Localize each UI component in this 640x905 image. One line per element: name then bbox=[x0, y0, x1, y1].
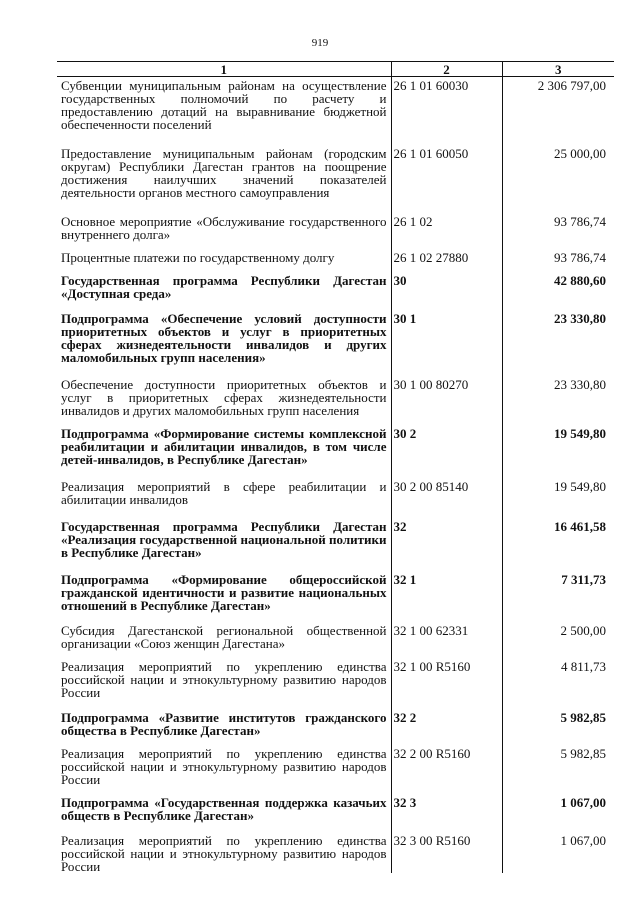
row-code: 32 3 00 R5160 bbox=[391, 822, 502, 873]
table-row bbox=[57, 199, 614, 241]
row-code: 26 1 01 60030 bbox=[391, 77, 502, 132]
row-code: 32 2 bbox=[391, 699, 502, 737]
row-amount: 42 880,60 bbox=[502, 264, 614, 300]
row-amount: 2 500,00 bbox=[502, 612, 614, 650]
row-code: 32 2 00 R5160 bbox=[391, 737, 502, 786]
table-row bbox=[57, 241, 614, 264]
row-name: Субсидия Дагестанской региональной общественной организации «Союз женщин Дагестана» bbox=[61, 623, 387, 651]
table-row bbox=[57, 737, 614, 786]
table-row bbox=[57, 300, 614, 364]
row-amount: 23 330,80 bbox=[502, 300, 614, 364]
table-row bbox=[57, 364, 614, 417]
row-name: Реализация мероприятий по укреплению единства российской нации и этнокультурному развитию народов России bbox=[61, 659, 387, 700]
row-amount: 7 311,73 bbox=[502, 559, 614, 612]
table-header-row bbox=[57, 62, 614, 77]
table-row bbox=[57, 699, 614, 737]
row-code: 32 bbox=[391, 506, 502, 559]
row-code: 26 1 01 60050 bbox=[391, 131, 502, 199]
table-row bbox=[57, 506, 614, 559]
row-name: Субвенции муниципальным районам на осуществление государственных полномочий по расчету и предоставлению дотаций на выравнивание бюджетной обеспеченности поселений bbox=[61, 78, 387, 132]
row-amount: 19 549,80 bbox=[502, 417, 614, 466]
table-body bbox=[57, 77, 614, 874]
row-code: 26 1 02 27880 bbox=[391, 241, 502, 264]
table-row bbox=[57, 466, 614, 506]
table-row bbox=[57, 417, 614, 466]
table-row bbox=[57, 612, 614, 650]
page-number: 919 bbox=[311, 37, 329, 49]
row-name: Подпрограмма «Государственная поддержка казачьих обществ в Республике Дагестан» bbox=[61, 795, 387, 823]
table-row bbox=[57, 650, 614, 699]
row-amount: 1 067,00 bbox=[502, 822, 614, 873]
row-amount: 2 306 797,00 bbox=[502, 77, 614, 132]
table-row bbox=[57, 264, 614, 300]
row-code: 32 1 bbox=[391, 559, 502, 612]
table-row bbox=[57, 77, 614, 132]
row-name: Подпрограмма «Развитие институтов гражданского общества в Республике Дагестан» bbox=[61, 710, 387, 738]
table-row bbox=[57, 786, 614, 822]
row-amount: 93 786,74 bbox=[502, 241, 614, 264]
row-code: 26 1 02 bbox=[391, 199, 502, 241]
row-amount: 5 982,85 bbox=[502, 737, 614, 786]
row-name: Государственная программа Республики Дагестан «Доступная среда» bbox=[61, 273, 387, 301]
row-name: Обеспечение доступности приоритетных объектов и услуг в приоритетных сферах жизнедеятельности инвалидов и других маломобильных групп населения bbox=[61, 377, 387, 418]
column-header-3: 3 bbox=[502, 62, 614, 77]
row-name: Подпрограмма «Обеспечение условий доступности приоритетных объектов и услуг в приоритетных сферах жизнедеятельности инвалидов и других маломобильных групп населения» bbox=[61, 311, 387, 365]
row-name: Процентные платежи по государственному долгу bbox=[61, 250, 335, 265]
table-row bbox=[57, 131, 614, 199]
row-code: 30 1 00 80270 bbox=[391, 364, 502, 417]
row-code: 30 2 bbox=[391, 417, 502, 466]
row-amount: 25 000,00 bbox=[502, 131, 614, 199]
row-code: 32 1 00 62331 bbox=[391, 612, 502, 650]
row-amount: 4 811,73 bbox=[502, 650, 614, 699]
row-name: Основное мероприятие «Обслуживание государственного внутреннего долга» bbox=[61, 214, 387, 242]
table-row bbox=[57, 559, 614, 612]
row-name: Реализация мероприятий в сфере реабилитации и абилитации инвалидов bbox=[61, 479, 387, 507]
row-code: 30 1 bbox=[391, 300, 502, 364]
column-header-1: 1 bbox=[57, 62, 391, 77]
row-amount: 23 330,80 bbox=[502, 364, 614, 417]
row-amount: 93 786,74 bbox=[502, 199, 614, 241]
row-code: 30 bbox=[391, 264, 502, 300]
row-amount: 16 461,58 bbox=[502, 506, 614, 559]
table-row bbox=[57, 822, 614, 873]
row-name: Государственная программа Республики Дагестан «Реализация государственной национальной политики в Республике Дагестан» bbox=[61, 519, 387, 560]
row-name: Реализация мероприятий по укреплению единства российской нации и этнокультурному развитию народов России bbox=[61, 833, 387, 874]
column-header-2: 2 bbox=[391, 62, 502, 77]
row-name: Подпрограмма «Формирование системы комплексной реабилитации и абилитации инвалидов, в том числе детей-инвалидов, в Республике Дагестан» bbox=[61, 426, 387, 467]
row-name: Подпрограмма «Формирование общероссийской гражданской идентичности и развитие национальных отношений в Республике Дагестан» bbox=[61, 572, 387, 613]
budget-table bbox=[57, 61, 614, 873]
row-code: 32 3 bbox=[391, 786, 502, 822]
row-amount: 5 982,85 bbox=[502, 699, 614, 737]
row-code: 30 2 00 85140 bbox=[391, 466, 502, 506]
row-name: Реализация мероприятий по укреплению единства российской нации и этнокультурному развитию народов России bbox=[61, 746, 387, 787]
row-name: Предоставление муниципальным районам (городским округам) Республики Дагестан грантов на поощрение достижения наилучших значений показателей деятельности органов местного самоуправления bbox=[61, 146, 387, 200]
row-code: 32 1 00 R5160 bbox=[391, 650, 502, 699]
row-amount: 19 549,80 bbox=[502, 466, 614, 506]
row-amount: 1 067,00 bbox=[502, 786, 614, 822]
